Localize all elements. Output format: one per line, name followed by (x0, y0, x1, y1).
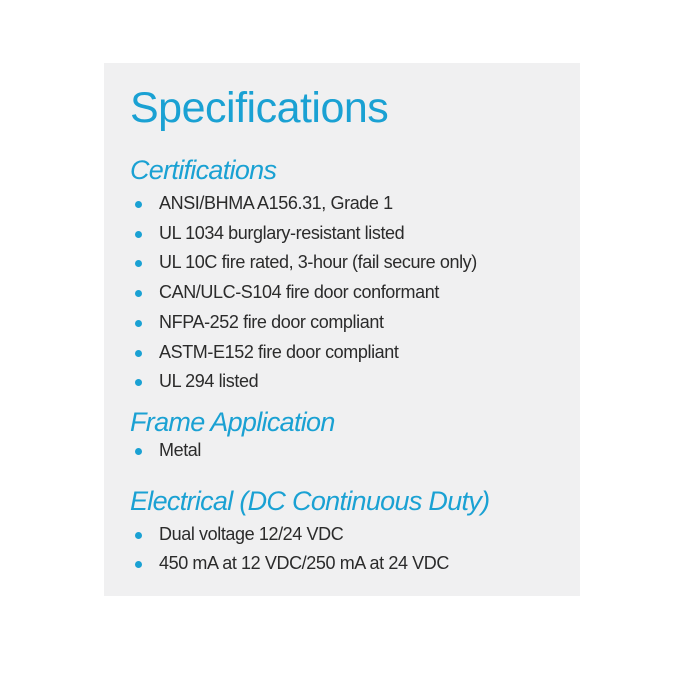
bullet-icon (135, 532, 142, 539)
page-title: Specifications (130, 84, 389, 132)
electrical-list (130, 520, 560, 579)
bullet-icon (135, 260, 142, 267)
list-item (130, 367, 560, 397)
list-item (130, 436, 560, 466)
list-item (130, 308, 560, 338)
list-item-text: Dual voltage 12/24 VDC (159, 523, 344, 544)
list-item (130, 219, 560, 249)
bullet-icon (135, 379, 142, 386)
bullet-icon (135, 448, 142, 455)
bullet-icon (135, 561, 142, 568)
section-heading-frame-application: Frame Application (130, 406, 335, 437)
list-item-text: 450 mA at 12 VDC/250 mA at 24 VDC (159, 553, 449, 574)
section-heading-certifications: Certifications (130, 155, 277, 185)
list-item (130, 338, 560, 368)
section-heading-electrical: Electrical (DC Continuous Duty) (130, 485, 490, 516)
bullet-icon (135, 320, 142, 327)
list-item (130, 189, 560, 219)
list-item (130, 549, 560, 579)
list-item-text: UL 1034 burglary-resistant listed (159, 222, 405, 243)
list-item-text: ANSI/BHMA A156.31, Grade 1 (159, 193, 393, 213)
list-item (130, 520, 560, 550)
bullet-icon (135, 350, 142, 357)
list-item-text: CAN/ULC-S104 fire door conformant (159, 282, 439, 303)
list-item (130, 248, 560, 278)
list-item-text: ASTM-E152 fire door compliant (159, 341, 399, 362)
list-item-text: UL 294 listed (159, 371, 259, 392)
list-item-text: UL 10C fire rated, 3-hour (fail secure only) (159, 252, 477, 273)
frame-application-list (130, 436, 560, 466)
bullet-icon (135, 231, 142, 238)
bullet-icon (135, 290, 142, 297)
list-item-text: NFPA-252 fire door compliant (159, 311, 384, 332)
certifications-list (130, 189, 560, 397)
list-item-text: Metal (159, 439, 202, 460)
specifications-panel (104, 63, 580, 596)
list-item (130, 278, 560, 308)
bullet-icon (135, 201, 142, 208)
